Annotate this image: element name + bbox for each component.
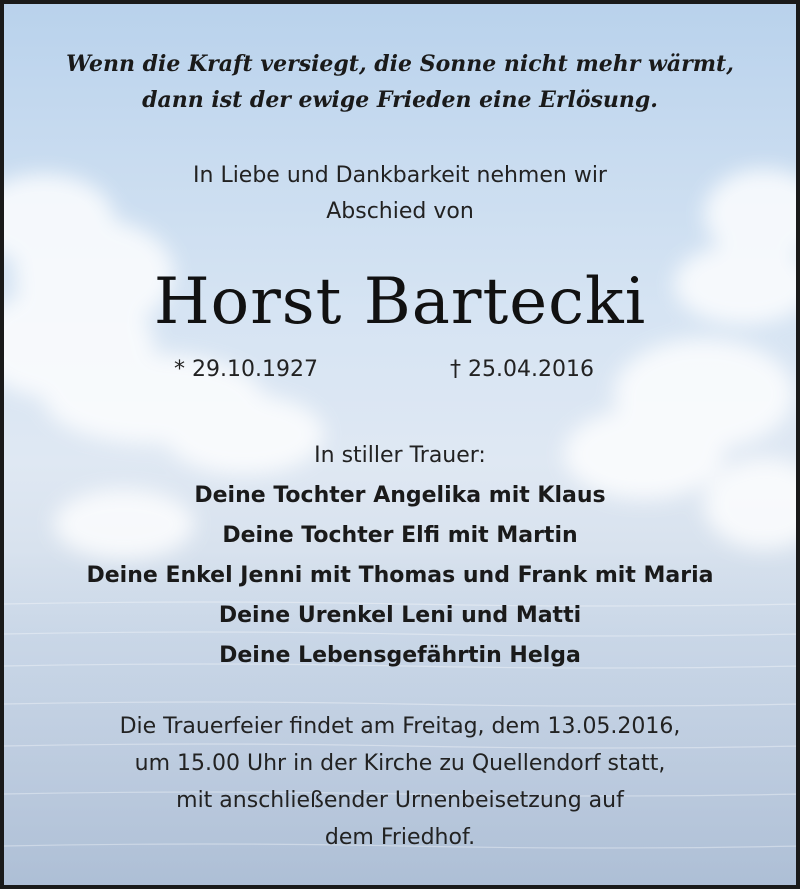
deceased-name: Horst Bartecki <box>153 265 647 339</box>
motto-line-2: dann ist der ewige Frieden eine Erlösung. <box>142 87 658 113</box>
mourner-line: Deine Tochter Angelika mit Klaus <box>194 483 606 508</box>
mourner-line: Deine Enkel Jenni mit Thomas und Frank mit Maria <box>86 563 714 588</box>
funeral-line-2: um 15.00 Uhr in der Kirche zu Quellendorf statt, <box>134 751 666 776</box>
motto-line-1: Wenn die Kraft versiegt, die Sonne nicht mehr wärmt, <box>66 51 734 77</box>
obituary-content <box>4 4 796 885</box>
death-date: † 25.04.2016 <box>450 357 594 382</box>
funeral-line-3: mit anschließender Urnenbeisetzung auf <box>176 788 624 813</box>
funeral-line-4: dem Friedhof. <box>324 825 476 850</box>
mourner-line: Deine Tochter Elfi mit Martin <box>222 523 578 548</box>
mourner-line: Deine Urenkel Leni und Matti <box>218 603 582 628</box>
intro-line-2: Abschied von <box>326 199 474 224</box>
mourner-line: Deine Lebensgefährtin Helga <box>219 643 581 668</box>
birth-date: * 29.10.1927 <box>174 357 318 382</box>
intro-line-1: In Liebe und Dankbarkeit nehmen wir <box>193 163 607 188</box>
mourning-heading: In stiller Trauer: <box>314 443 486 468</box>
funeral-line-1: Die Trauerfeier findet am Freitag, dem 13.05.2016, <box>119 714 681 739</box>
